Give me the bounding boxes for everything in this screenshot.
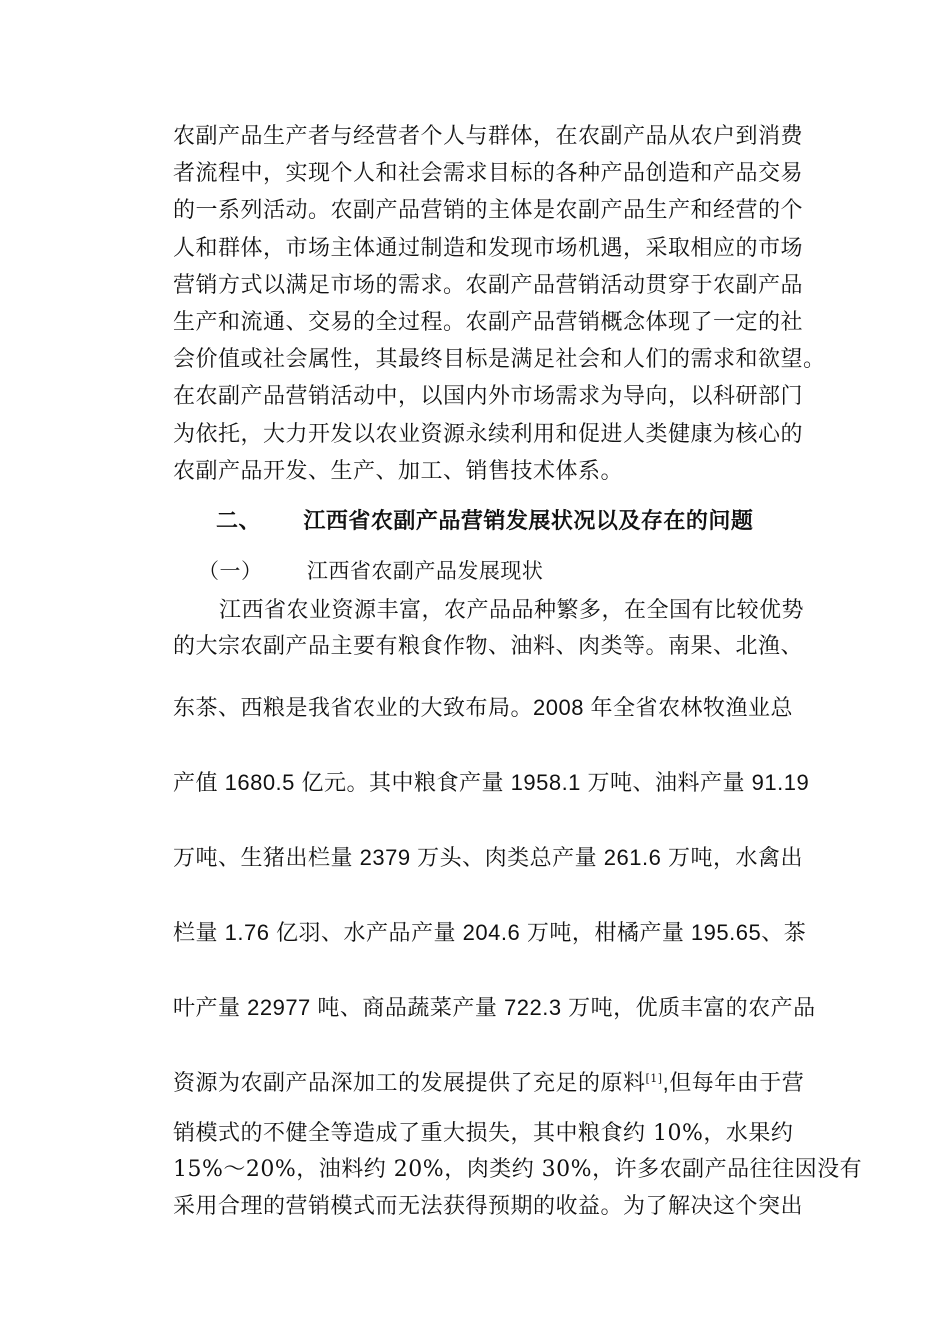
section-heading [216, 507, 753, 537]
paragraph-line: 叶产量 22977 吨、商品蔬菜产量 722.3 万吨，优质丰富的农产品 [173, 995, 816, 1020]
paragraph-line [173, 1068, 804, 1099]
paragraph-line: 为依托，大力开发以农业资源永续利用和促进人类健康为核心的 [173, 422, 804, 447]
paragraph-line: 销模式的不健全等造成了重大损失，其中粮食约 10%，水果约 [173, 1121, 794, 1146]
paragraph-line: 产值 1680.5 亿元。其中粮食产量 1958.1 万吨、油料产量 91.19 [173, 770, 810, 795]
paragraph-text: 资源为农副产品深加工的发展提供了充足的原料 [173, 1071, 646, 1096]
paragraph-line: 人和群体，市场主体通过制造和发现市场机遇，采取相应的市场 [173, 236, 804, 261]
paragraph-line: 农副产品开发、生产、加工、销售技术体系。 [173, 459, 624, 484]
subsection-heading [198, 556, 543, 586]
paragraph-line: 东茶、西粮是我省农业的大致布局。2008 年全省农林牧渔业总 [173, 695, 794, 720]
paragraph-line: 会价值或社会属性，其最终目标是满足社会和人们的需求和欲望。 [173, 347, 826, 372]
paragraph-line: 江西省农业资源丰富，农产品品种繁多，在全国有比较优势 [219, 598, 805, 623]
paragraph-line: 农副产品生产者与经营者个人与群体，在农副产品从农户到消费 [173, 124, 804, 149]
paragraph-line: 的大宗农副产品主要有粮食作物、油料、肉类等。南果、北渔、 [173, 634, 804, 659]
paragraph-line: 万吨、生猪出栏量 2379 万头、肉类总产量 261.6 万吨，水禽出 [173, 845, 803, 870]
paragraph-line: 者流程中，实现个人和社会需求目标的各种产品创造和产品交易 [173, 161, 804, 186]
subheading-title: 江西省农副产品发展现状 [306, 559, 544, 583]
paragraph-line: 的一系列活动。农副产品营销的主体是农副产品生产和经营的个 [173, 198, 804, 223]
paragraph-line: 栏量 1.76 亿羽、水产品产量 204.6 万吨，柑橘产量 195.65、茶 [173, 920, 807, 945]
paragraph-line: 采用合理的营销模式而无法获得预期的收益。为了解决这个突出 [173, 1194, 804, 1219]
citation-marker: [1] [645, 1072, 663, 1085]
paragraph-line: 15%～20%，油料约 20%，肉类约 30%，许多农副产品往往因没有 [173, 1157, 863, 1182]
heading-number: 二、 [216, 509, 262, 534]
subheading-number: （一） [198, 559, 263, 583]
paragraph-line: 营销方式以满足市场的需求。农副产品营销活动贯穿于农副产品 [173, 273, 804, 298]
paragraph-text: ,但每年由于营 [662, 1070, 805, 1095]
paragraph-line: 在农副产品营销活动中，以国内外市场需求为导向，以科研部门 [173, 384, 804, 409]
paragraph-line: 生产和流通、交易的全过程。农副产品营销概念体现了一定的社 [173, 310, 804, 335]
heading-title: 江西省农副产品营销发展状况以及存在的问题 [303, 509, 754, 534]
